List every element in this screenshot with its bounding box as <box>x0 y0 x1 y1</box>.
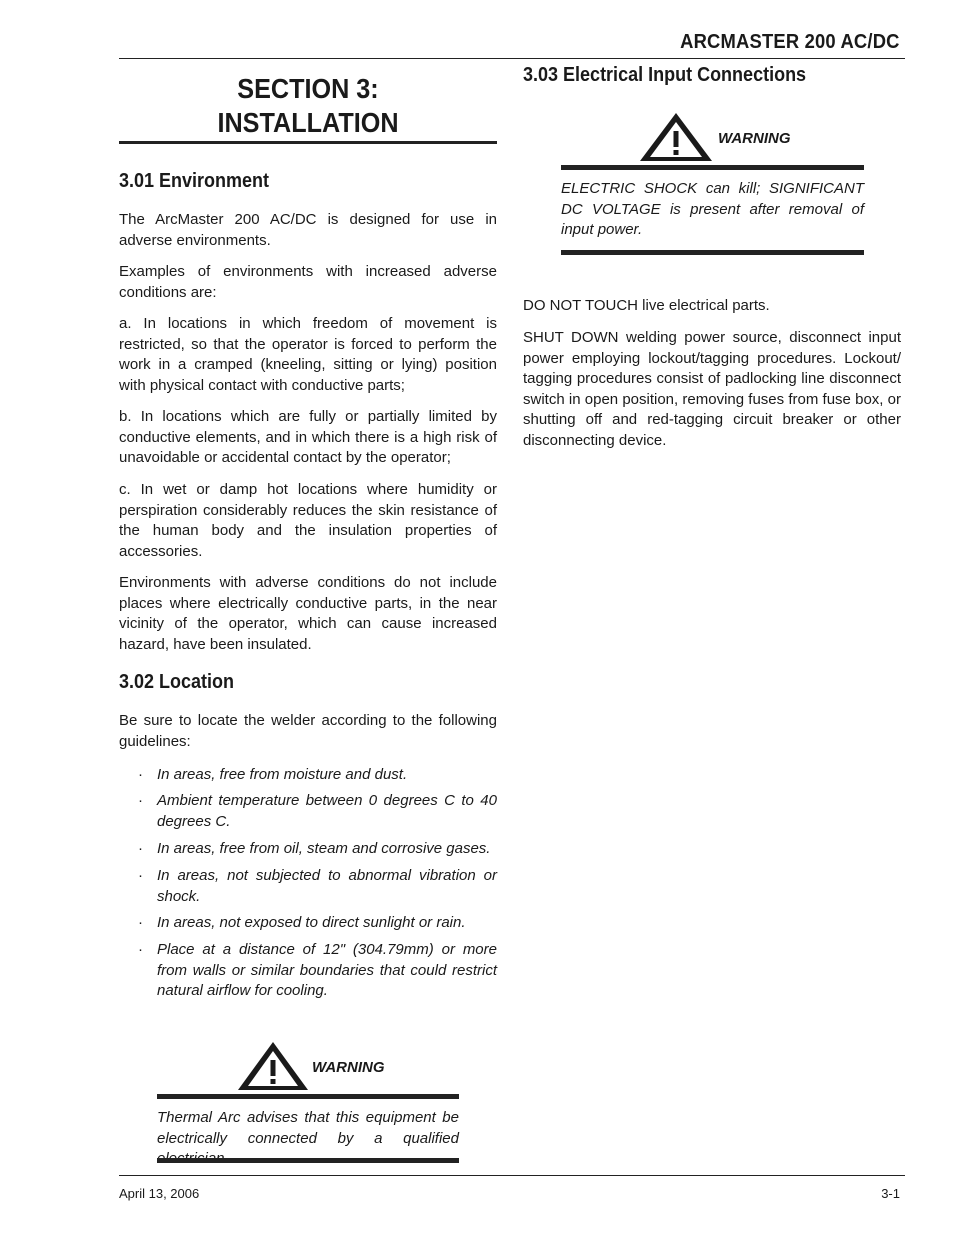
warning-triangle-icon <box>638 111 714 163</box>
env-paragraph-3: Environments with adverse conditions do not include places where electrically conductive parts, in the near vicinity of the operator, which can cause increased hazard, have been insulated. <box>119 574 497 653</box>
footer-date: April 13, 2006 <box>119 1186 200 1201</box>
heading-location: 3.02 Location <box>119 671 235 693</box>
list-item: · Ambient temperature between 0 degrees C to 40 degrees C. <box>138 792 497 830</box>
location-intro: Be sure to locate the welder according to the following guidelines: <box>119 712 497 750</box>
warning-triangle-icon <box>236 1040 310 1092</box>
header-divider <box>119 58 905 59</box>
list-item: · In areas, not subjected to abnormal vibration or shock. <box>138 867 497 905</box>
env-paragraph-2: Examples of environments with increased adverse conditions are: <box>119 263 497 301</box>
bullet-icon: · <box>138 766 143 783</box>
heading-environment: 3.01 Environment <box>119 170 270 192</box>
env-paragraph-b: b. In locations which are fully or partially limited by conductive elements, and in which there is a high risk of unavoidable or accidental contact by the operator; <box>119 408 497 466</box>
env-paragraph-1: The ArcMaster 200 AC/DC is designed for use in adverse environments. <box>119 211 497 249</box>
bullet-icon: · <box>138 792 143 809</box>
section-title <box>138 72 478 140</box>
bullet-icon: · <box>138 867 143 884</box>
env-paragraph-c: c. In wet or damp hot locations where humidity or perspiration considerably reduces the skin resistance of the human body and the insulation properties of accessories. <box>119 481 497 560</box>
electrical-paragraph-1: DO NOT TOUCH live electrical parts. <box>523 297 770 314</box>
env-paragraph-a: a. In locations in which freedom of movement is restricted, so that the operator is forced to perform the work in a cramped (kneeling, sitting or lying) position with physical contact with conductive parts; <box>119 315 497 394</box>
section-title-line2: INSTALLATION <box>217 107 399 138</box>
footer-page-number: 3-1 <box>881 1186 900 1201</box>
list-item: · Place at a distance of 12" (304.79mm) or more from walls or similar boundaries that could restrict natural airflow for cooling. <box>138 941 497 999</box>
warning-text: Thermal Arc advises that this equipment be electrically connected by a qualified electrician. <box>157 1109 459 1167</box>
warning-label: WARNING <box>312 1059 385 1076</box>
electrical-paragraph-2: SHUT DOWN welding power source, disconnect input power employing lockout/tagging procedures. Lockout/ tagging procedures consist of padlocking line disconnect switch in open position, removing fuses from fuse box, or shutting off and red-tagging circuit breaker or other disconnecting device. <box>523 329 901 449</box>
footer-divider <box>119 1175 905 1176</box>
section-title-rule <box>119 141 497 144</box>
bullet-icon: · <box>138 840 143 857</box>
list-item: · In areas, free from moisture and dust. <box>119 765 497 786</box>
list-item: · In areas, free from oil, steam and corrosive gases. <box>119 839 497 860</box>
warning-bottom-rule <box>561 250 864 255</box>
list-item: · In areas, not exposed to direct sunlight or rain. <box>119 913 497 934</box>
warning-top-rule <box>157 1094 459 1099</box>
section-title-line1: SECTION 3: <box>237 73 379 104</box>
warning-text: ELECTRIC SHOCK can kill; SIGNIFICANT DC VOLTAGE is present after removal of input power. <box>561 180 864 238</box>
warning-top-rule <box>561 165 864 170</box>
bullet-icon: · <box>138 914 143 931</box>
document-header-title: ARCMASTER 200 AC/DC <box>680 31 900 53</box>
heading-electrical-input: 3.03 Electrical Input Connections <box>523 64 807 86</box>
bullet-icon: · <box>138 941 143 958</box>
warning-label: WARNING <box>718 130 791 147</box>
warning-bottom-rule <box>157 1158 459 1163</box>
